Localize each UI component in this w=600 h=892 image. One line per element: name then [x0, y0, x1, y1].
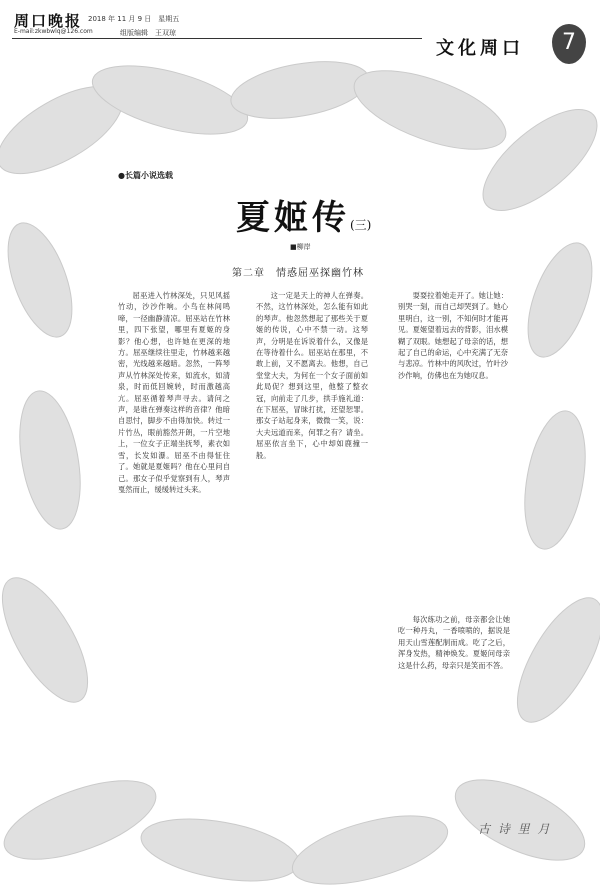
column-2-text: 这一定是天上的神人在弹奏。不然，这竹林深处，怎么能有如此的琴声。他忽然想起了那些关于夏姬的传说，心中不禁一动。这琴声，分明是在诉说着什么，又像是在等待着什么。屈巫站在那里，不敢上前，又不愿离去。他想，自己堂堂大夫，为何在一个女子面前如此局促？想到这里，他整了整衣冠，向前走了几步，拱手施礼道：在下屈巫，冒昧打扰，还望恕罪。那女子站起身来，微微一笑，说：大夫远道而来，何罪之有？请坐。屈巫依言坐下，心中却如鹿撞一般。: [256, 291, 368, 460]
leaf-border-decoration: [0, 60, 600, 892]
title-text: 夏姬传: [236, 198, 350, 238]
text-column-3: [398, 290, 508, 610]
column-3-text: 耍耍拉着她走开了。她让她：别哭一刻，而自己却哭到了。她心里明白，这一别，不知何时才能再见。夏姬望着远去的背影，泪水模糊了双眼。她想起了母亲的话，想起了自己的命运，心中充满了无奈与悲凉。竹林中的风吹过，竹叶沙沙作响，仿佛也在为她叹息。: [398, 291, 508, 380]
email-line: E-mail:zkwbwlq@126.com: [14, 28, 93, 35]
page-number-badge: 7: [552, 24, 586, 64]
artist-stamp: 古 诗 里 月: [478, 822, 552, 836]
text-column-2: [256, 290, 368, 461]
column-1-text: 屈巫进入竹林深处，只见风摇竹动，沙沙作响。小鸟在林间鸣啼，一径幽静清凉。屈巫站在竹林里，四下张望，哪里有夏姬的身影？他心想，也许她在更深的地方。屈巫继续往里走，竹林越来越密，光线越来越暗。忽然，一阵琴声从竹林深处传来，如流水，如清泉，时而低回婉转，时而激越高亢。屈巫循着琴声寻去。请问之声，是谁在弹奏这样的音律？他暗自思忖，脚步不由得加快。转过一片竹丛，眼前豁然开朗，一片空地上，一位女子正端坐抚琴，素衣如雪，长发如瀑。屈巫不由得怔住了。她就是夏姬吗？他在心里问自己。那女子似乎觉察到有人，琴声戛然而止，缓缓转过头来。: [118, 291, 230, 494]
text-column-3-lower: [398, 614, 510, 671]
date-line: 2018 年 11 月 9 日 星期五: [88, 15, 180, 23]
header-rule: [12, 38, 422, 39]
page-header: [0, 0, 600, 60]
article-title: [236, 190, 371, 239]
editor-line: 组版编辑 王双琼: [120, 29, 176, 37]
chapter-heading: 第二章 情惑屈巫探幽竹林: [232, 268, 364, 279]
title-suffix: (三): [350, 218, 372, 232]
author-byline: ■柳岸: [290, 243, 311, 251]
section-title: 文化周口: [436, 38, 524, 59]
text-column-1: [118, 290, 230, 495]
masthead: 周口晚报: [14, 12, 83, 30]
column-tag: ●长篇小说选载: [118, 171, 173, 180]
column-3-lower-text: 每次练功之前，母亲都会让她吃一种丹丸，一香喷喷的，据说是用天山雪莲配制而成。吃了之后，浑身发热，精神焕发。夏姬问母亲这是什么药，母亲只是笑而不答。: [398, 615, 510, 670]
